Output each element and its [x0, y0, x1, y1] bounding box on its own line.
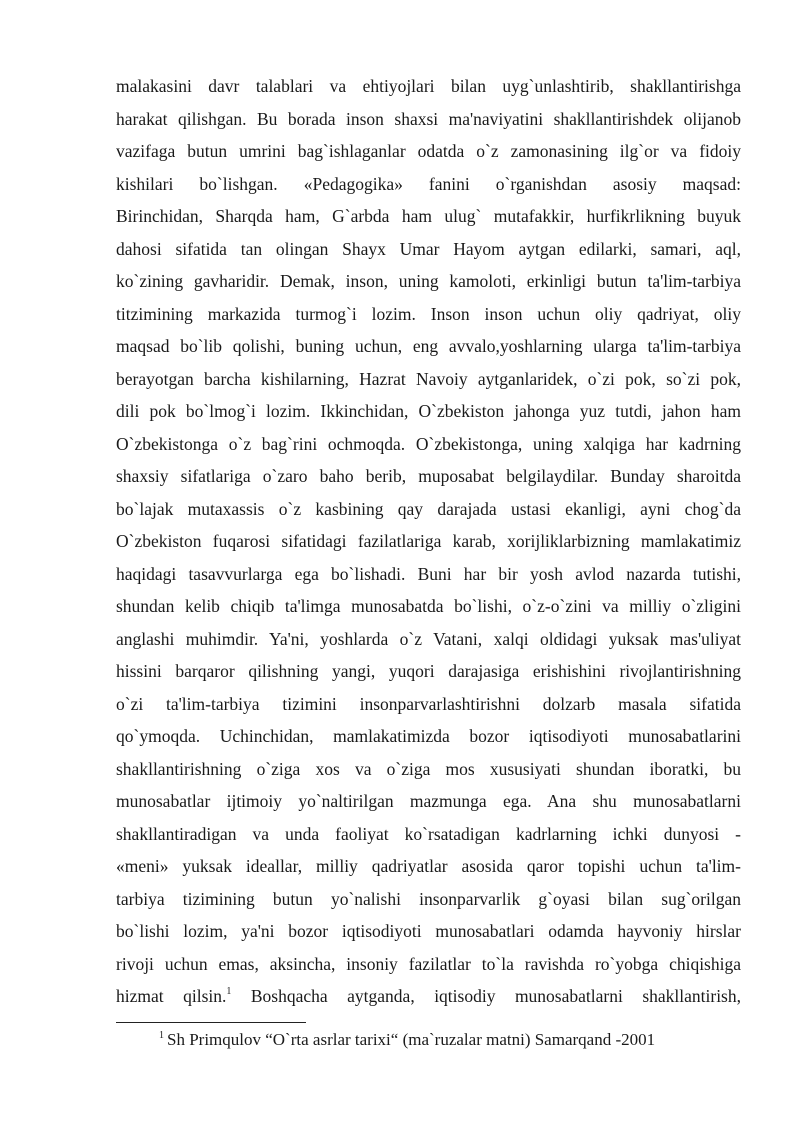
text-line: «meni» yuksak ideallar, milliy qadriyatlar asosida qaror topishi uchun ta'lim-	[116, 856, 741, 876]
text-line: o`zi ta'lim-tarbiya tizimini insonparvarlashtirishni dolzarb masala sifatida	[116, 693, 741, 714]
text-line: vazifaga butun umrini bag`ishlaganlar odatda o`z zamonasining ilg`or va fidoiy	[116, 141, 741, 161]
text-line: Birinchidan, Sharqda ham, G`arbda ham ulug` mutafakkir, hurfikrlikning buyuk	[116, 206, 741, 226]
text-line: titzimining markazida turmog`i lozim. Inson inson uchun oliy qadriyat, oliy	[116, 303, 741, 324]
text-line: shakllantiradigan va unda faoliyat ko`rsatadigan kadrlarning ichki dunyosi -	[116, 823, 741, 844]
text-line: qo`ymoqda. Uchinchidan, mamlakatimizda bozor iqtisodiyoti munosabatlarini	[116, 726, 741, 746]
text-line: O`zbekistonga o`z bag`rini ochmoqda. O`zbekistonga, uning xalqiga har kadrning	[116, 433, 741, 454]
last-line-start: hizmat qilsin.	[116, 986, 227, 1006]
text-line: munosabatlar ijtimoiy yo`naltirilgan mazmunga ega. Ana shu munosabatlarni	[116, 791, 741, 811]
text-line: hissini barqaror qilishning yangi, yuqori darajasiga erishishini rivojlantirishning	[116, 661, 741, 681]
text-line: bo`lishi lozim, ya'ni bozor iqtisodiyoti munosabatlari odamda hayvoniy hirslar	[116, 921, 741, 941]
text-line: harakat qilishgan. Bu borada inson shaxsi ma'naviyatini shakllantirishdek olijanob	[116, 108, 741, 129]
last-text-line	[116, 980, 741, 1013]
last-line-end: Boshqacha aytganda, iqtisodiy munosabatlarni shakllantirish,	[231, 986, 741, 1006]
text-line: O`zbekiston fuqarosi sifatidagi fazilatlariga karab, xorijliklarbizning mamlakatimiz	[116, 531, 741, 551]
footnote-text: Sh Primqulov “O`rta asrlar tarixi“ (ma`ruzalar matni) Samarqand -2001	[167, 1030, 656, 1049]
footnote-separator	[116, 1022, 306, 1023]
text-line: kishilari bo`lishgan. «Pedagogika» fanini o`rganishdan asosiy maqsad:	[116, 173, 741, 194]
footnote	[159, 1030, 655, 1050]
text-line: tarbiya tizimining butun yo`nalishi insonparvarlik g`oyasi bilan sug`orilgan	[116, 888, 741, 909]
text-line: shakllantirishning o`ziga xos va o`ziga mos xususiyati shundan iboratki, bu	[116, 758, 741, 779]
text-line: shaxsiy sifatlariga o`zaro baho berib, muposabat belgilaydilar. Bunday sharoitda	[116, 466, 741, 486]
text-line: ko`zining gavharidir. Demak, inson, uning kamoloti, erkinligi butun ta'lim-tarbiya	[116, 271, 741, 291]
text-line: dili pok bo`lmog`i lozim. Ikkinchidan, O`zbekiston jahonga yuz tutdi, jahon ham	[116, 401, 741, 421]
body-paragraph	[116, 70, 741, 1013]
footnote-mark: 1	[159, 1030, 164, 1041]
text-line: maqsad bo`lib qolishi, buning uchun, eng avvalo,yoshlarning ularga ta'lim-tarbiya	[116, 336, 741, 356]
text-line: anglashi muhimdir. Ya'ni, yoshlarda o`z Vatani, xalqi oldidagi yuksak mas'uliyat	[116, 628, 741, 649]
text-line: bo`lajak mutaxassis o`z kasbining qay darajada ustasi ekanligi, ayni chog`da	[116, 498, 741, 519]
text-line: berayotgan barcha kishilarning, Hazrat Navoiy aytganlaridek, o`zi pok, so`zi pok,	[116, 368, 741, 389]
footnote-reference[interactable]: 1	[226, 986, 232, 997]
text-line: shundan kelib chiqib ta'limga munosabatda bo`lishi, o`z-o`zini va milliy o`zligini	[116, 596, 741, 616]
text-line: dahosi sifatida tan olingan Shayx Umar Hayom aytgan edilarki, samari, aql,	[116, 238, 741, 259]
text-line: haqidagi tasavvurlarga ega bo`lishadi. Buni har bir yosh avlod nazarda tutishi,	[116, 563, 741, 584]
text-line: malakasini davr talablari va ehtiyojlari bilan uyg`unlashtirib, shakllantirishga	[116, 76, 741, 96]
text-line: rivoji uchun emas, aksincha, insoniy fazilatlar to`la ravishda ro`yobga chiqishiga	[116, 953, 741, 974]
